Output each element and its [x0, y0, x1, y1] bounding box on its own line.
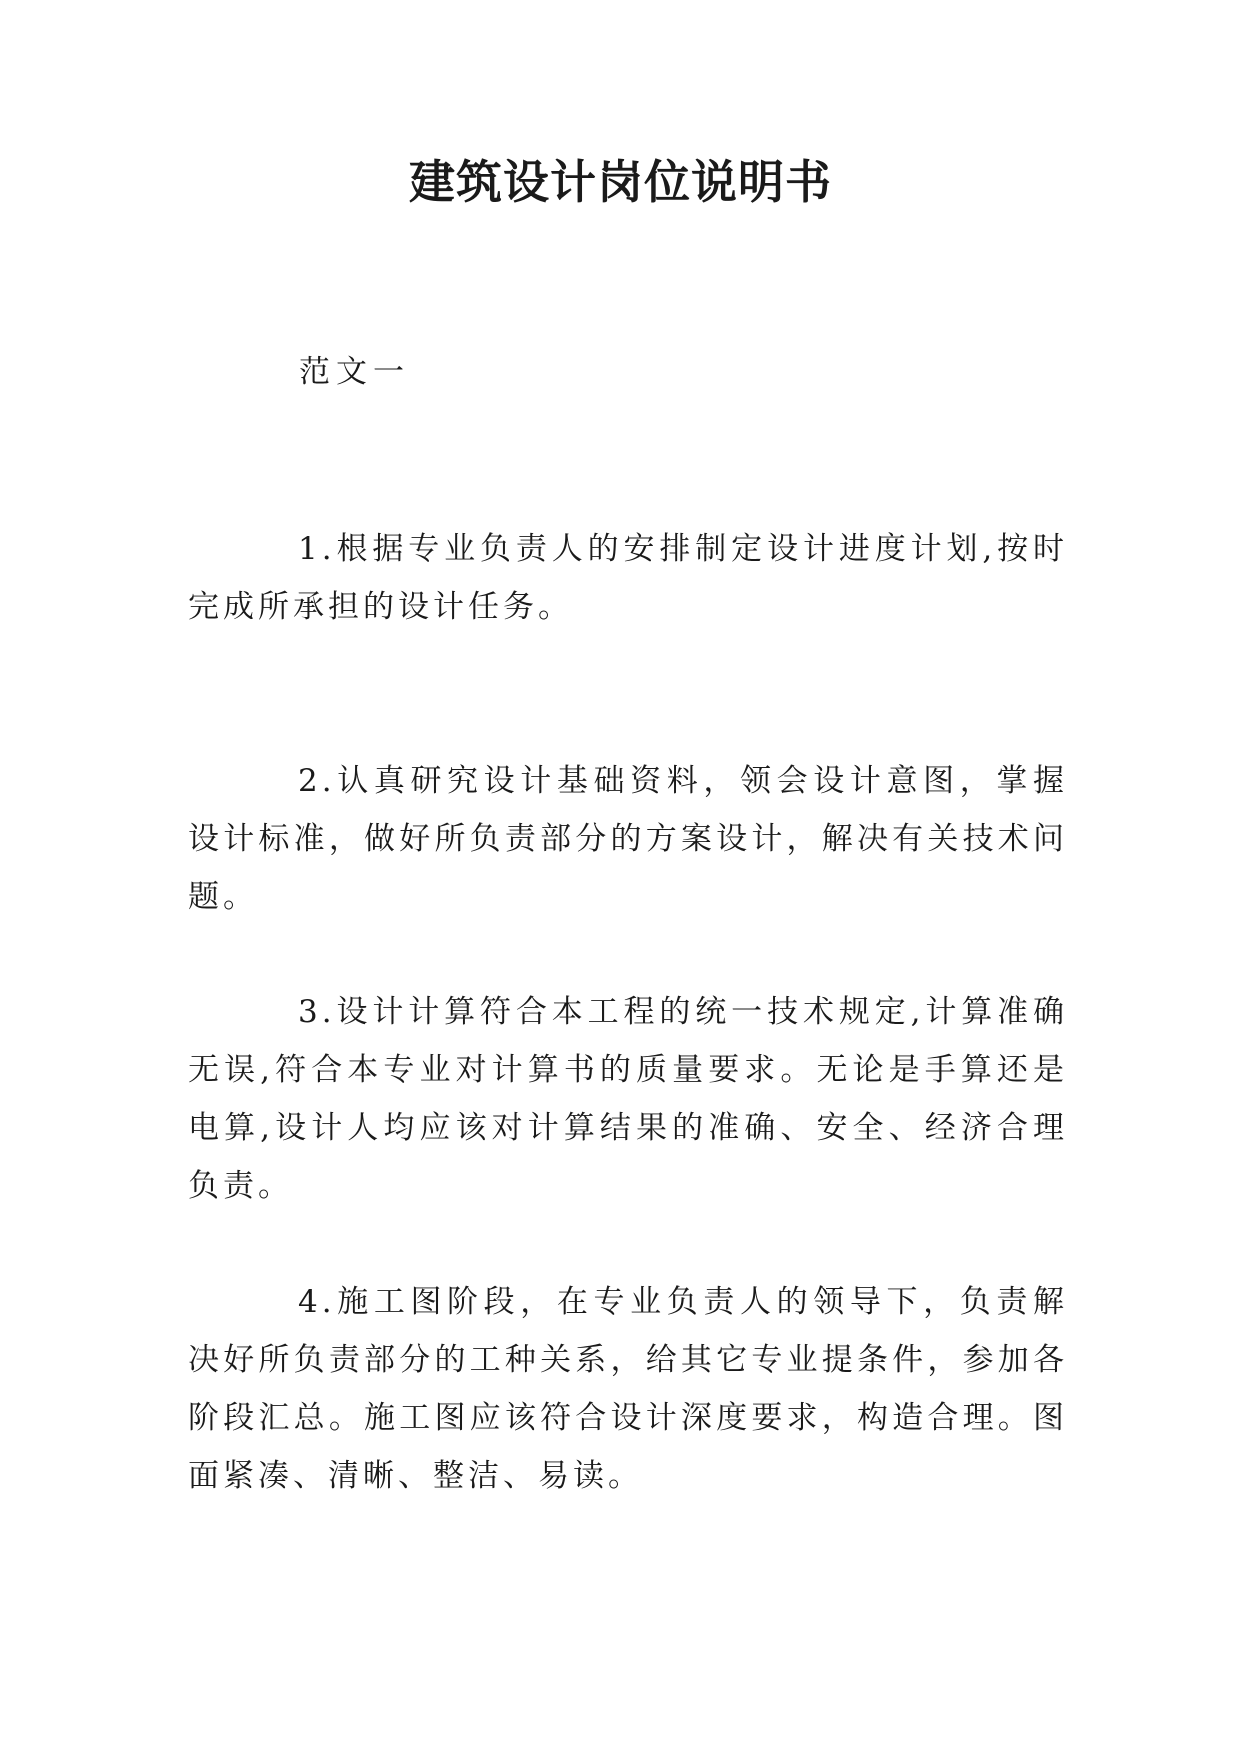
section-label: 范文一	[299, 354, 410, 390]
paragraph-2: 2.认真研究设计基础资料，领会设计意图，掌握设计标准，做好所负责部分的方案设计，解决有关技术问题。	[188, 763, 1068, 915]
paragraph-3: 3.设计计算符合本工程的统一技术规定,计算准确无误,符合本专业对计算书的质量要求。无论是手算还是电算,设计人均应该对计算结果的准确、安全、经济合理负责。	[188, 994, 1068, 1204]
paragraph-1: 1.根据专业负责人的安排制定设计进度计划,按时完成所承担的设计任务。	[188, 531, 1068, 625]
paragraph-4: 4.施工图阶段，在专业负责人的领导下，负责解决好所负责部分的工种关系，给其它专业提条件，参加各阶段汇总。施工图应该符合设计深度要求，构造合理。图面紧凑、清晰、整洁、易读。	[188, 1284, 1068, 1494]
document-title: 建筑设计岗位说明书	[409, 155, 832, 209]
